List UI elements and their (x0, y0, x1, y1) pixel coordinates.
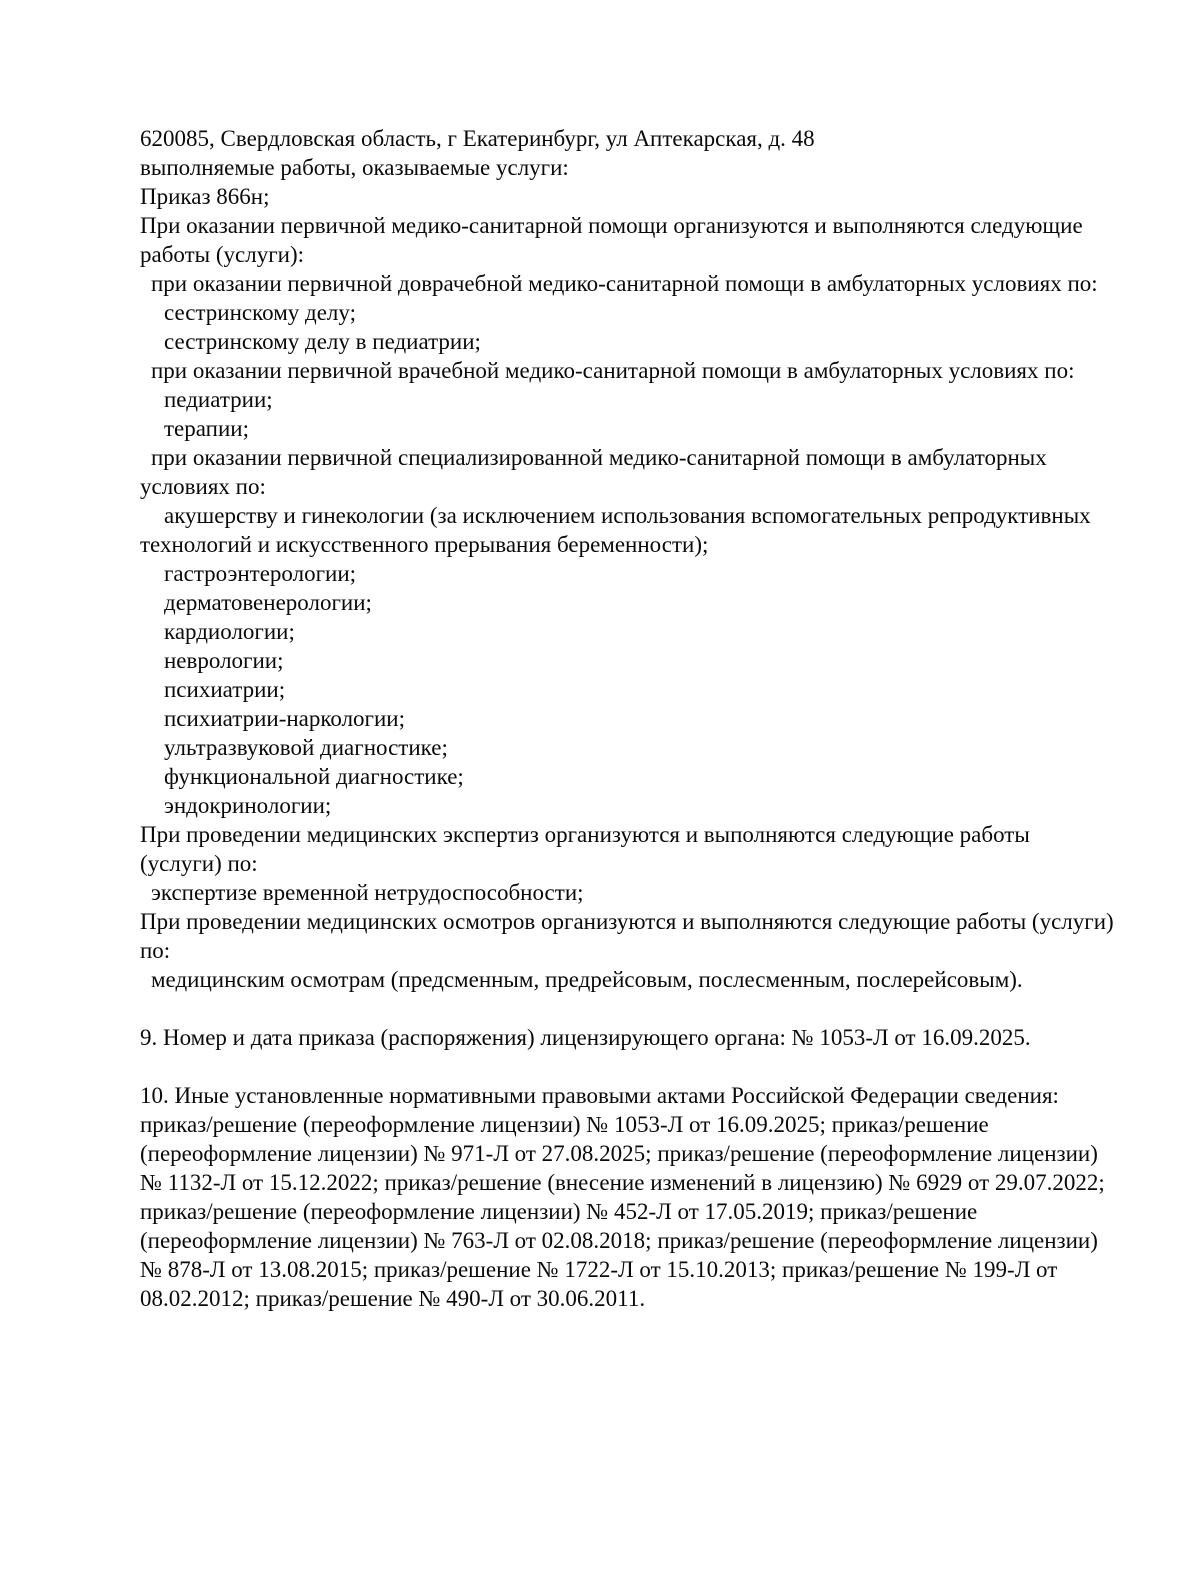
medical-care-item: при оказании первичной врачебной медико-санитарной помощи в амбулаторных условиях по: (151, 358, 1075, 383)
service-item-pediatrics: педиатрии; (164, 387, 273, 412)
service-item-psychiatry: психиатрии; (164, 677, 286, 702)
clause-9-licensing-order: 9. Номер и дата приказа (распоряжения) лицензирующего органа: № 1053-Л от 16.09.2025. (140, 1025, 1031, 1050)
service-item-ultrasound-diagnostics: ультразвуковой диагностике; (164, 735, 448, 760)
order-reference: Приказ 866н; (140, 184, 270, 209)
specialized-care-item: при оказании первичной специализированной медико-санитарной помощи в амбулаторных условиях по: (140, 445, 1047, 499)
clause-10-other-information: 10. Иные установленные нормативными правовыми актами Российской Федерации сведения: приказ/решение (переоформление лицензии) № 1053-Л от 16.09.2025; приказ/решение (переоформление лицензии) № 971-Л от 27.08.2025; приказ/решение (переоформление лицензии) № 1132-Л от 15.12.2022; приказ/решение (внесение изменений в лицензию) № 6929 от 29.07.2022; приказ/решение (переоформление лицензии) № 452-Л от 17.05.2019; приказ/решение (переоформление лицензии) № 763-Л от 02.08.2018; приказ/решение (переоформление лицензии) № 878-Л от 13.08.2015; приказ/решение № 1722-Л от 15.10.2013; приказ/решение № 199-Л от 08.02.2012; приказ/решение № 490-Л от 30.06.2011. (140, 1083, 1105, 1311)
service-item-neurology: неврологии; (164, 648, 284, 673)
license-works-services-section (140, 124, 1115, 1313)
service-item-obstetrics-gynecology: акушерству и гинекологии (за исключением использования вспомогательных репродуктивных технологий и искусственного прерывания беременности); (140, 503, 1091, 557)
service-item-cardiology: кардиологии; (164, 619, 295, 644)
works-services-heading: выполняемые работы, оказываемые услуги: (140, 155, 569, 180)
pre-medical-care-item: при оказании первичной доврачебной медико-санитарной помощи в амбулаторных условиях по: (151, 271, 1098, 296)
service-item-gastroenterology: гастроэнтерологии; (164, 561, 357, 586)
primary-care-intro: При оказании первичной медико-санитарной помощи организуются и выполняются следующие работы (услуги): (140, 213, 1083, 267)
service-item-medical-examinations: медицинским осмотрам (предсменным, предрейсовым, послесменным, послерейсовым). (151, 967, 1023, 992)
service-item-dermatovenerology: дерматовенерологии; (164, 590, 372, 615)
service-item-endocrinology: эндокринологии; (164, 793, 332, 818)
service-item-psychiatry-narcology: психиатрии-наркологии; (164, 706, 405, 731)
medical-examinations-intro: При проведении медицинских осмотров организуются и выполняются следующие работы (услуги) по: (140, 909, 1114, 963)
medical-expertise-intro: При проведении медицинских экспертиз организуются и выполняются следующие работы (услуги) по: (140, 822, 1030, 876)
address-line: 620085, Свердловская область, г Екатеринбург, ул Аптекарская, д. 48 (140, 126, 815, 151)
service-item-temporary-disability-expertise: экспертизе временной нетрудоспособности; (151, 880, 584, 905)
service-item-nursing: сестринскому делу; (164, 300, 356, 325)
service-item-therapy: терапии; (164, 416, 249, 441)
service-item-nursing-pediatrics: сестринскому делу в педиатрии; (164, 329, 481, 354)
service-item-functional-diagnostics: функциональной диагностике; (164, 764, 464, 789)
